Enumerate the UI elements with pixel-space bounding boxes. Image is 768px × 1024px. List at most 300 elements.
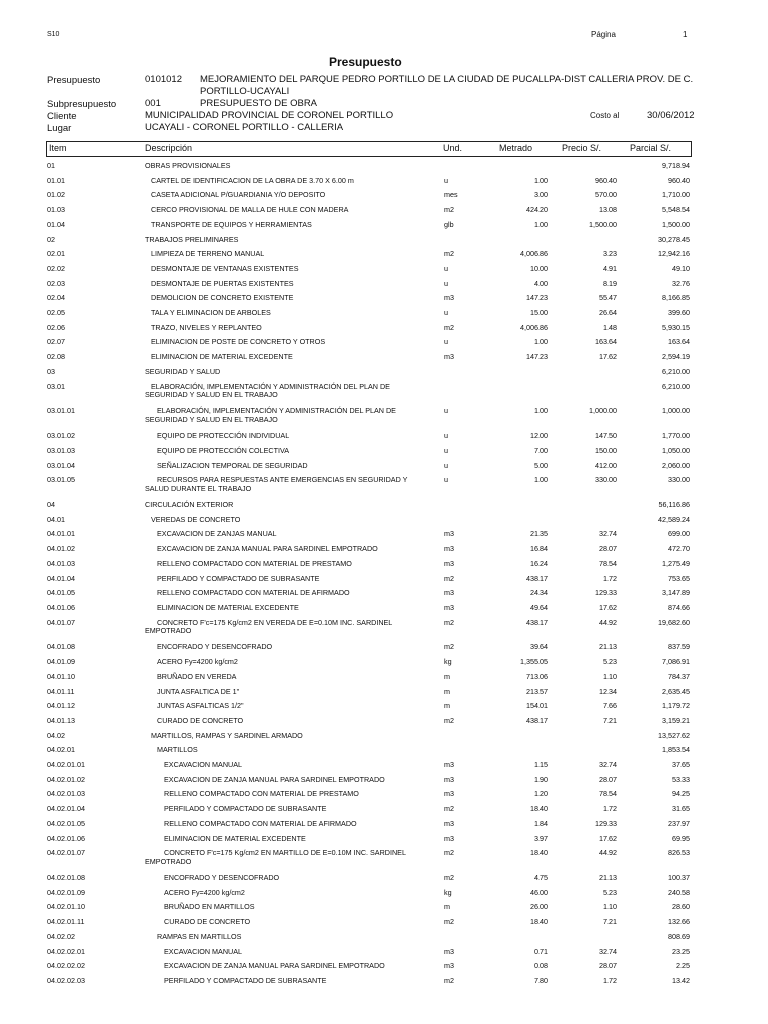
row-description: TRAZO, NIVELES Y REPLANTEO — [151, 322, 262, 332]
row-code: 03.01.02 — [47, 431, 75, 441]
row-unit: m2 — [444, 975, 454, 985]
row-code: 04.02.01.01 — [47, 760, 85, 769]
row-unit: m2 — [444, 642, 454, 652]
row-parcial: 472.70 — [668, 544, 690, 554]
row-code: 04 — [47, 500, 55, 509]
row-code: 04.02.01.07 — [47, 848, 85, 858]
row-precio: 7.21 — [603, 715, 617, 725]
row-code: 04.01.13 — [47, 715, 75, 725]
row-code: 03.01.05 — [47, 475, 75, 485]
row-code: 02.01 — [47, 249, 65, 259]
row-precio: 1.10 — [603, 902, 617, 912]
row-precio: 12.34 — [599, 686, 617, 696]
row-unit: m — [444, 902, 450, 912]
row-code: 04.01.02 — [47, 544, 75, 554]
column-parcial: Parcial S/. — [630, 143, 672, 153]
row-metrado: 1.84 — [534, 818, 548, 828]
row-code: 04.01.04 — [47, 573, 75, 583]
row-code: 02 — [47, 234, 55, 244]
row-metrado: 1.00 — [534, 219, 548, 229]
row-unit: m — [444, 686, 450, 696]
row-parcial: 23.25 — [672, 946, 690, 956]
row-parcial: 1,275.49 — [662, 558, 690, 568]
row-precio: 1,500.00 — [589, 219, 617, 229]
row-description: MARTILLOS, RAMPAS Y SARDINEL ARMADO — [151, 730, 303, 740]
row-code: 04.01.12 — [47, 701, 75, 711]
row-unit: kg — [444, 887, 452, 897]
row-parcial: 1,853.54 — [662, 745, 690, 755]
page-label: Página — [591, 30, 616, 39]
row-code: 04.02.01.11 — [47, 917, 85, 927]
row-code: 02.03 — [47, 278, 65, 288]
row-metrado: 21.35 — [530, 529, 548, 539]
costo-date: 30/06/2012 — [647, 110, 695, 121]
row-precio: 26.64 — [599, 308, 617, 317]
row-parcial: 784.37 — [668, 671, 690, 681]
row-code: 04.02.01.05 — [47, 818, 85, 828]
row-description: EXCAVACION DE ZANJAS MANUAL — [157, 529, 277, 539]
row-metrado: 3.97 — [534, 833, 548, 843]
row-metrado: 1.15 — [534, 760, 548, 769]
row-parcial: 2,594.19 — [662, 352, 690, 362]
row-parcial: 132.66 — [668, 917, 690, 927]
row-precio: 129.33 — [595, 818, 617, 828]
row-metrado: 7.00 — [534, 445, 548, 455]
row-unit: m2 — [444, 873, 454, 882]
row-parcial: 3,159.21 — [662, 715, 690, 725]
row-code: 04.02.01.02 — [47, 774, 85, 784]
row-metrado: 4,006.86 — [520, 249, 548, 259]
row-description: EXCAVACION DE ZANJA MANUAL PARA SARDINEL EMPOTRADO — [157, 544, 378, 554]
subpresupuesto-code: 001 — [145, 98, 161, 109]
row-description: CERCO PROVISIONAL DE MALLA DE HULE CON MADERA — [151, 205, 349, 215]
row-code: 03.01.03 — [47, 445, 75, 455]
row-parcial: 330.00 — [668, 475, 690, 485]
row-code: 04.02.01.09 — [47, 887, 85, 897]
page-title: Presupuesto — [329, 55, 402, 69]
row-code: 03.01.04 — [47, 460, 75, 470]
row-code: 04.01.07 — [47, 617, 75, 627]
row-description: EXCAVACION MANUAL — [164, 760, 243, 769]
row-description: RELLENO COMPACTADO CON MATERIAL DE AFIRMADO — [164, 818, 357, 828]
row-precio: 570.00 — [595, 190, 617, 200]
row-code: 04.01.03 — [47, 558, 75, 568]
row-unit: mes — [444, 190, 458, 200]
row-unit: m2 — [444, 573, 454, 583]
row-description: ELIMINACION DE MATERIAL EXCEDENTE — [157, 602, 299, 612]
row-description: DESMONTAJE DE PUERTAS EXISTENTES — [151, 278, 294, 288]
presupuesto-name-line1: MEJORAMIENTO DEL PARQUE PEDRO PORTILLO DE LA CIUDAD DE PUCALLPA-DIST CALLERIA PROV. DE C. — [200, 74, 694, 85]
row-unit: m3 — [444, 774, 454, 784]
row-precio: 28.07 — [599, 774, 617, 784]
row-metrado: 18.40 — [530, 917, 548, 927]
row-code: 04.02.01.06 — [47, 833, 85, 843]
row-parcial: 30,278.45 — [658, 234, 690, 244]
row-parcial: 53.33 — [672, 774, 690, 784]
row-description: RELLENO COMPACTADO CON MATERIAL DE PRESTAMO — [157, 558, 352, 568]
row-code: 01.03 — [47, 205, 65, 215]
row-description: ELIMINACION DE POSTE DE CONCRETO Y OTROS — [151, 337, 326, 347]
row-description: EXCAVACION DE ZANJA MANUAL PARA SARDINEL EMPOTRADO — [164, 961, 385, 971]
row-unit: m2 — [444, 804, 454, 814]
cliente-label: Cliente — [47, 111, 77, 122]
row-code: 04.02.01.10 — [47, 902, 85, 912]
row-description: EXCAVACION DE ZANJA MANUAL PARA SARDINEL EMPOTRADO — [164, 774, 385, 784]
row-unit: m3 — [444, 293, 454, 303]
row-unit: u — [444, 337, 448, 347]
row-code: 04.01.09 — [47, 657, 75, 667]
row-description: DESMONTAJE DE VENTANAS EXISTENTES — [151, 263, 299, 273]
row-precio: 3.23 — [603, 249, 617, 259]
row-precio: 1.72 — [603, 804, 617, 814]
row-precio: 8.19 — [603, 278, 617, 288]
row-precio: 32.74 — [599, 760, 617, 769]
row-parcial: 1,000.00 — [662, 406, 690, 416]
row-parcial: 399.60 — [668, 308, 690, 317]
row-precio: 21.13 — [599, 642, 617, 652]
row-description: JUNTAS ASFALTICAS 1/2" — [157, 701, 244, 711]
row-code: 04.02.01.04 — [47, 804, 85, 814]
subpresupuesto-label: Subpresupuesto — [47, 99, 117, 110]
row-parcial: 7,086.91 — [662, 657, 690, 667]
row-unit: u — [444, 263, 448, 273]
row-precio: 1.10 — [603, 671, 617, 681]
row-metrado: 147.23 — [526, 352, 548, 362]
row-unit: m2 — [444, 205, 454, 215]
column-precio: Precio S/. — [562, 143, 602, 153]
row-parcial: 874.66 — [668, 602, 690, 612]
row-parcial: 240.58 — [668, 887, 690, 897]
row-description: LIMPIEZA DE TERRENO MANUAL — [151, 249, 265, 259]
row-unit: u — [444, 175, 448, 185]
row-code: 03 — [47, 366, 55, 376]
row-description: SEGURIDAD Y SALUD — [145, 366, 221, 376]
row-code: 02.04 — [47, 293, 65, 303]
row-unit: m3 — [444, 833, 454, 843]
page-number: 1 — [683, 30, 688, 39]
row-code: 04.01.06 — [47, 602, 75, 612]
row-code: 04.02.02.02 — [47, 961, 85, 971]
row-precio: 78.54 — [599, 558, 617, 568]
row-precio: 44.92 — [599, 617, 617, 627]
row-metrado: 12.00 — [530, 431, 548, 441]
row-code: 04.01.08 — [47, 642, 75, 652]
row-precio: 28.07 — [599, 544, 617, 554]
row-unit: m3 — [444, 946, 454, 956]
row-parcial: 100.37 — [668, 873, 690, 882]
row-metrado: 16.24 — [530, 558, 548, 568]
row-precio: 78.54 — [599, 789, 617, 799]
row-code: 03.01 — [47, 381, 65, 391]
row-metrado: 3.00 — [534, 190, 548, 200]
row-description: CASETA ADICIONAL P/GUARDIANIA Y/O DEPOSITO — [151, 190, 326, 200]
row-unit: u — [444, 406, 448, 416]
row-unit: u — [444, 431, 448, 441]
row-code: 04.02 — [47, 730, 65, 740]
row-unit: m2 — [444, 322, 454, 332]
row-parcial: 699.00 — [668, 529, 690, 539]
row-precio: 7.66 — [603, 701, 617, 711]
row-precio: 330.00 — [595, 475, 617, 485]
row-code: 04.01.10 — [47, 671, 75, 681]
row-unit: m3 — [444, 588, 454, 598]
row-metrado: 0.71 — [534, 946, 548, 956]
row-metrado: 4,006.86 — [520, 322, 548, 332]
row-description: OBRAS PROVISIONALES — [145, 161, 231, 170]
row-parcial: 5,930.15 — [662, 322, 690, 332]
row-metrado: 213.57 — [526, 686, 548, 696]
row-metrado: 18.40 — [530, 804, 548, 814]
row-parcial: 237.97 — [668, 818, 690, 828]
row-parcial: 826.53 — [668, 848, 690, 858]
row-metrado: 438.17 — [526, 715, 548, 725]
row-parcial: 32.76 — [672, 278, 690, 288]
row-parcial: 13,527.62 — [658, 730, 690, 740]
row-parcial: 42,589.24 — [658, 514, 690, 524]
row-parcial: 9,718.94 — [662, 161, 690, 170]
row-parcial: 37.65 — [672, 760, 690, 769]
row-unit: m2 — [444, 917, 454, 927]
row-parcial: 28.60 — [672, 902, 690, 912]
row-parcial: 6,210.00 — [662, 366, 690, 376]
row-code: 04.01 — [47, 514, 65, 524]
row-unit: m3 — [444, 818, 454, 828]
row-description: RAMPAS EN MARTILLOS — [157, 931, 242, 941]
row-precio: 17.62 — [599, 602, 617, 612]
row-description: RELLENO COMPACTADO CON MATERIAL DE PRESTAMO — [164, 789, 359, 799]
row-metrado: 4.00 — [534, 278, 548, 288]
row-parcial: 2,060.00 — [662, 460, 690, 470]
row-unit: m3 — [444, 961, 454, 971]
row-unit: m3 — [444, 558, 454, 568]
row-unit: m3 — [444, 544, 454, 554]
row-description: EXCAVACION MANUAL — [164, 946, 243, 956]
row-description: ELABORACIÓN, IMPLEMENTACIÓN Y ADMINISTRACIÓN DEL PLAN DE SEGURIDAD Y SALUD EN EL TRABAJO — [145, 406, 396, 424]
row-code: 04.02.01 — [47, 745, 75, 755]
cliente-name: MUNICIPALIDAD PROVINCIAL DE CORONEL PORTILLO — [145, 110, 394, 121]
row-metrado: 1,355.05 — [520, 657, 548, 667]
row-metrado: 147.23 — [526, 293, 548, 303]
row-description: CARTEL DE IDENTIFICACION DE LA OBRA DE 3.70 X 6.00 m — [151, 175, 354, 185]
row-description: SEÑALIZACION TEMPORAL DE SEGURIDAD — [157, 460, 308, 470]
row-code: 04.02.01.08 — [47, 873, 85, 882]
row-parcial: 1,500.00 — [662, 219, 690, 229]
row-metrado: 7.80 — [534, 975, 548, 985]
row-metrado: 1.00 — [534, 475, 548, 485]
row-metrado: 4.75 — [534, 873, 548, 882]
row-description: ENCOFRADO Y DESENCOFRADO — [157, 642, 273, 652]
row-unit: m3 — [444, 602, 454, 612]
row-unit: m — [444, 701, 450, 711]
row-precio: 1.72 — [603, 975, 617, 985]
row-precio: 28.07 — [599, 961, 617, 971]
row-precio: 21.13 — [599, 873, 617, 882]
row-description: ENCOFRADO Y DESENCOFRADO — [164, 873, 280, 882]
row-precio: 32.74 — [599, 946, 617, 956]
row-description: EQUIPO DE PROTECCIÓN COLECTIVA — [157, 445, 290, 455]
row-parcial: 31.65 — [672, 804, 690, 814]
row-description: TALA Y ELIMINACION DE ARBOLES — [151, 308, 271, 317]
row-description: ACERO Fy=4200 kg/cm2 — [164, 887, 245, 897]
row-parcial: 2,635.45 — [662, 686, 690, 696]
costo-label: Costo al — [590, 111, 620, 120]
row-unit: m3 — [444, 789, 454, 799]
row-description: EQUIPO DE PROTECCIÓN INDIVIDUAL — [157, 431, 290, 441]
row-code: 02.08 — [47, 352, 65, 362]
row-metrado: 1.90 — [534, 774, 548, 784]
row-code: 03.01.01 — [47, 406, 75, 416]
row-unit: u — [444, 475, 448, 485]
row-precio: 17.62 — [599, 833, 617, 843]
row-metrado: 1.00 — [534, 337, 548, 347]
row-unit: u — [444, 308, 448, 317]
row-code: 02.05 — [47, 308, 65, 317]
row-unit: m2 — [444, 249, 454, 259]
row-unit: u — [444, 445, 448, 455]
row-description: TRANSPORTE DE EQUIPOS Y HERRAMIENTAS — [151, 219, 312, 229]
row-precio: 412.00 — [595, 460, 617, 470]
row-parcial: 6,210.00 — [662, 381, 690, 391]
row-description: CONCRETO F'c=175 Kg/cm2 EN VEREDA DE E=0.10M INC. SARDINEL EMPOTRADO — [145, 617, 393, 636]
row-description: VEREDAS DE CONCRETO — [151, 514, 241, 524]
row-code: 04.02.02.03 — [47, 975, 85, 985]
row-parcial: 1,050.00 — [662, 445, 690, 455]
row-description: ELIMINACION DE MATERIAL EXCEDENTE — [151, 352, 293, 362]
row-unit: u — [444, 460, 448, 470]
row-description: BRUÑADO EN VEREDA — [157, 671, 237, 681]
row-description: ELIMINACION DE MATERIAL EXCEDENTE — [164, 833, 306, 843]
row-parcial: 1,710.00 — [662, 190, 690, 200]
row-precio: 13.08 — [599, 205, 617, 215]
row-description: RECURSOS PARA RESPUESTAS ANTE EMERGENCIAS EN SEGURIDAD Y SALUD DURANTE EL TRABAJO — [145, 475, 408, 493]
row-code: 01.02 — [47, 190, 65, 200]
presupuesto-code: 0101012 — [145, 74, 182, 85]
presupuesto-label: Presupuesto — [47, 75, 101, 86]
row-unit: m2 — [444, 848, 454, 858]
row-parcial: 69.95 — [672, 833, 690, 843]
row-metrado: 1.00 — [534, 175, 548, 185]
row-metrado: 154.01 — [526, 701, 548, 711]
row-code: 04.01.11 — [47, 686, 75, 696]
column-item: Item — [49, 143, 67, 153]
row-description: PERFILADO Y COMPACTADO DE SUBRASANTE — [164, 804, 327, 814]
row-description: MARTILLOS — [157, 745, 198, 755]
row-precio: 150.00 — [595, 445, 617, 455]
row-precio: 147.50 — [595, 431, 617, 441]
row-code: 01.04 — [47, 219, 65, 229]
row-unit: m3 — [444, 352, 454, 362]
lugar-name: UCAYALI - CORONEL PORTILLO - CALLERIA — [145, 122, 344, 133]
row-description: RELLENO COMPACTADO CON MATERIAL DE AFIRMADO — [157, 588, 350, 598]
row-precio: 1.72 — [603, 573, 617, 583]
row-precio: 55.47 — [599, 293, 617, 303]
row-parcial: 56,116.86 — [658, 500, 690, 509]
row-precio: 5.23 — [603, 657, 617, 667]
row-parcial: 837.59 — [668, 642, 690, 652]
row-parcial: 19,682.60 — [658, 617, 690, 627]
row-description: CIRCULACIÓN EXTERIOR — [145, 500, 234, 509]
row-code: 04.01.05 — [47, 588, 75, 598]
row-parcial: 1,770.00 — [662, 431, 690, 441]
row-parcial: 2.25 — [676, 961, 690, 971]
row-parcial: 49.10 — [672, 263, 690, 273]
column-metrado: Metrado — [499, 143, 533, 153]
row-description: ELABORACIÓN, IMPLEMENTACIÓN Y ADMINISTRACIÓN DEL PLAN DE SEGURIDAD Y SALUD EN EL TRABAJO — [145, 381, 390, 400]
row-unit: m — [444, 671, 450, 681]
row-metrado: 18.40 — [530, 848, 548, 858]
row-metrado: 0.08 — [534, 961, 548, 971]
row-unit: m2 — [444, 715, 454, 725]
row-precio: 129.33 — [595, 588, 617, 598]
row-description: PERFILADO Y COMPACTADO DE SUBRASANTE — [157, 573, 320, 583]
row-metrado: 26.00 — [530, 902, 548, 912]
row-unit: m3 — [444, 760, 454, 769]
row-parcial: 5,548.54 — [662, 205, 690, 215]
row-metrado: 713.06 — [526, 671, 548, 681]
row-description: CURADO DE CONCRETO — [157, 715, 244, 725]
row-precio: 1.48 — [603, 322, 617, 332]
row-description: TRABAJOS PRELIMINARES — [145, 234, 239, 244]
row-precio: 5.23 — [603, 887, 617, 897]
row-description: CURADO DE CONCRETO — [164, 917, 251, 927]
row-parcial: 12,942.16 — [658, 249, 690, 259]
row-precio: 4.91 — [603, 263, 617, 273]
row-code: 02.07 — [47, 337, 65, 347]
row-unit: u — [444, 278, 448, 288]
row-precio: 17.62 — [599, 352, 617, 362]
row-metrado: 1.00 — [534, 406, 548, 416]
row-metrado: 424.20 — [526, 205, 548, 215]
row-code: 02.02 — [47, 263, 65, 273]
row-metrado: 39.64 — [530, 642, 548, 652]
row-unit: m3 — [444, 529, 454, 539]
subpresupuesto-name: PRESUPUESTO DE OBRA — [200, 98, 318, 109]
row-parcial: 8,166.85 — [662, 293, 690, 303]
row-code: 01.01 — [47, 175, 65, 185]
row-unit: glb — [444, 219, 454, 229]
row-code: 02.06 — [47, 322, 65, 332]
row-precio: 1,000.00 — [589, 406, 617, 416]
column-und: Und. — [443, 143, 463, 153]
row-parcial: 94.25 — [672, 789, 690, 799]
row-metrado: 1.20 — [534, 789, 548, 799]
row-metrado: 46.00 — [530, 887, 548, 897]
row-code: 04.01.01 — [47, 529, 75, 539]
row-metrado: 16.84 — [530, 544, 548, 554]
row-code: 04.02.02 — [47, 931, 75, 941]
row-parcial: 3,147.89 — [662, 588, 690, 598]
row-metrado: 438.17 — [526, 573, 548, 583]
lugar-label: Lugar — [47, 123, 72, 134]
row-metrado: 15.00 — [530, 308, 548, 317]
row-parcial: 808.69 — [668, 931, 690, 941]
presupuesto-name-line2: PORTILLO-UCAYALI — [200, 86, 290, 97]
row-metrado: 10.00 — [530, 263, 548, 273]
row-unit: kg — [444, 657, 452, 667]
row-parcial: 163.64 — [668, 337, 690, 347]
row-description: BRUÑADO EN MARTILLOS — [164, 902, 255, 912]
row-parcial: 960.40 — [668, 175, 690, 185]
row-parcial: 753.65 — [668, 573, 690, 583]
row-description: CONCRETO F'c=175 Kg/cm2 EN MARTILLO DE E=0.10M INC. SARDINEL EMPOTRADO — [145, 848, 406, 866]
row-precio: 44.92 — [599, 848, 617, 858]
row-parcial: 13.42 — [672, 975, 690, 985]
row-unit: m2 — [444, 617, 454, 627]
column-descripcion: Descripción — [145, 143, 193, 153]
row-metrado: 49.64 — [530, 602, 548, 612]
row-code: 04.02.02.01 — [47, 946, 85, 956]
row-parcial: 1,179.72 — [662, 701, 690, 711]
